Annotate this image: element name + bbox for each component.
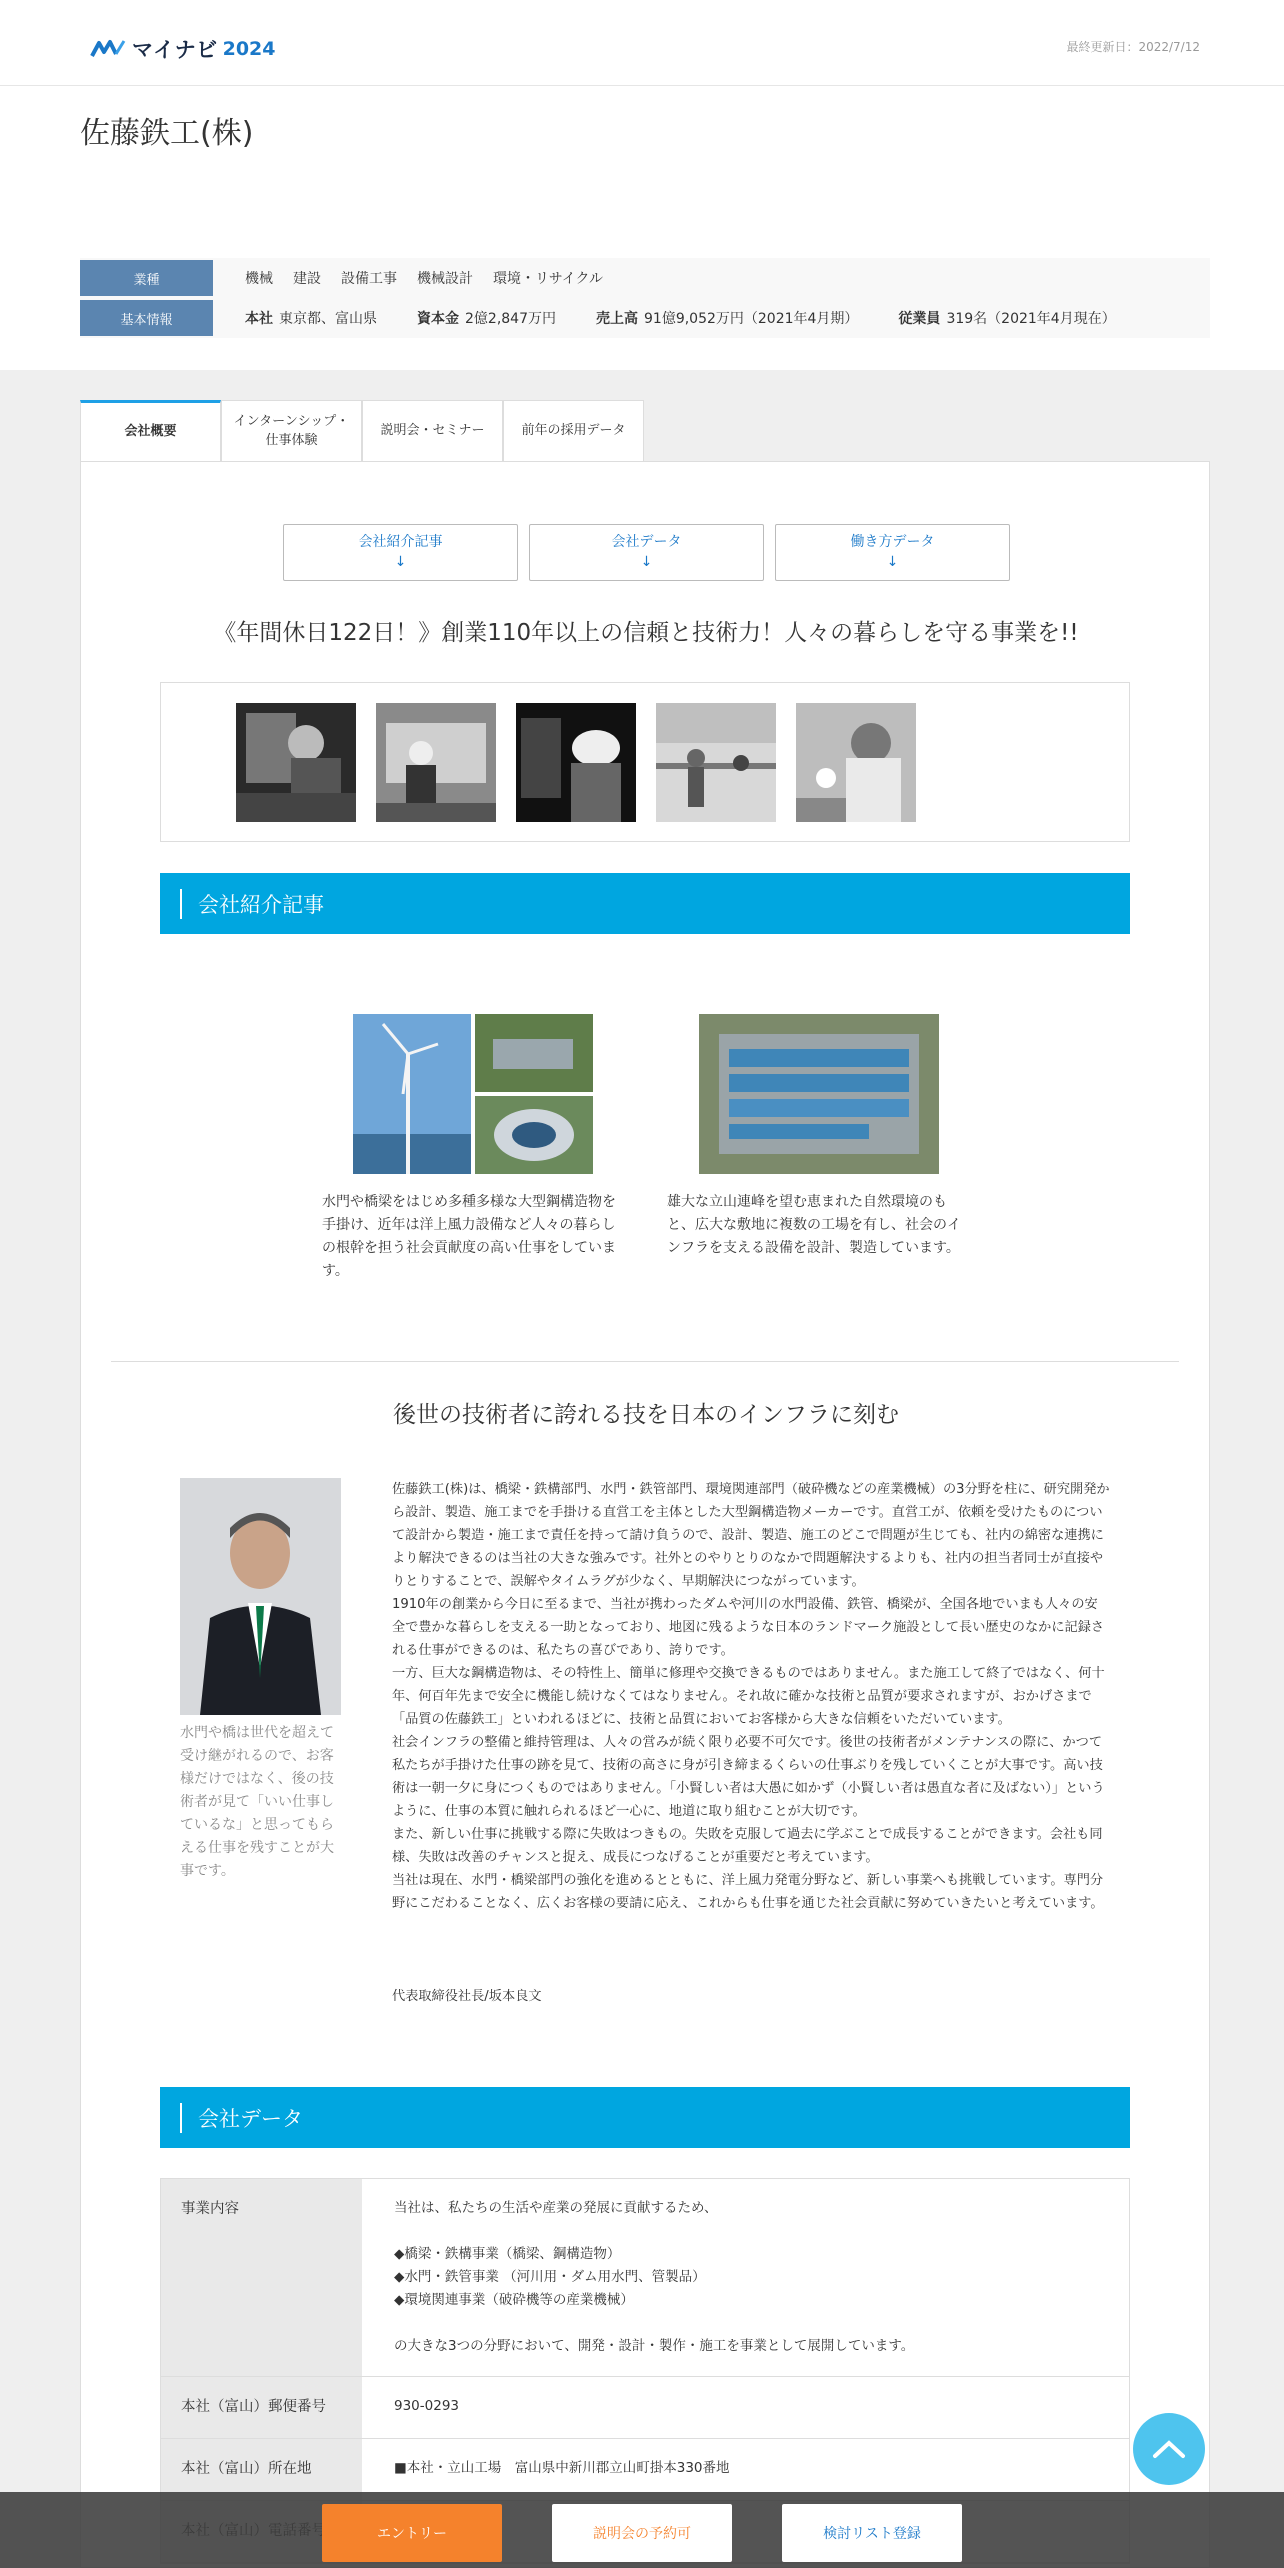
tab-internship[interactable]: インターンシップ・ 仕事体験	[221, 400, 362, 462]
workshop-photo[interactable]	[376, 703, 496, 822]
message-headline: 後世の技術者に誇れる技を日本のインフラに刻む	[393, 1402, 899, 1428]
anchor-workstyle-data[interactable]: 働き方データ ↓	[775, 524, 1010, 581]
last-updated: 最終更新日：2022/7/12	[1066, 40, 1200, 54]
anchor-company-data[interactable]: 会社データ ↓	[529, 524, 764, 581]
entry-button[interactable]: エントリー	[322, 2504, 502, 2562]
chevron-up-icon	[1152, 2439, 1186, 2459]
section-divider	[111, 1361, 1179, 1362]
arrow-down-icon: ↓	[886, 553, 899, 570]
company-name: 佐藤鉄工(株)	[80, 116, 254, 151]
basic-info-label: 基本情報	[80, 300, 213, 336]
tab-prev-recruit-data[interactable]: 前年の採用データ	[503, 400, 644, 462]
industry-item: 機械設計	[417, 271, 473, 287]
tab-bar	[80, 400, 644, 462]
basic-info-row	[80, 298, 1210, 338]
photo-gallery	[160, 682, 1130, 842]
hq-info: 本社 東京都、富山県	[245, 311, 377, 327]
capital-info: 資本金 2億2,847万円	[417, 311, 556, 327]
logo-year: 2024	[222, 38, 276, 60]
add-to-list-button[interactable]: 検討リスト登録	[782, 2504, 962, 2562]
section-title-intro: 会社紹介記事	[160, 873, 1130, 934]
welder-photo[interactable]	[236, 703, 356, 822]
scroll-to-top-button[interactable]	[1133, 2413, 1205, 2485]
industry-item: 建設	[293, 271, 321, 287]
windmill-dam-collage-photo[interactable]	[353, 1014, 593, 1174]
arrow-down-icon: ↓	[394, 553, 407, 570]
table-row	[161, 2377, 1129, 2439]
row-label: 本社（富山）郵便番号	[161, 2377, 362, 2438]
anchor-intro-article[interactable]: 会社紹介記事 ↓	[283, 524, 518, 581]
row-value: ■本社・立山工場 富山県中新川郡立山町掛本330番地	[394, 2460, 730, 2476]
company-overview-panel	[80, 461, 1210, 2568]
row-value: 当社は、私たちの生活や産業の発展に貢献するため、 ◆橋梁・鉄構事業（橋梁、鋼構造物） ◆水門・鉄管事業 （河川用・ダム用水門、管製品） ◆環境関連事業（破砕機等の産業機械） の大きな3つの分野において、開発・設計・製作・施工を事業として展開しています。	[394, 2200, 915, 2354]
row-label: 事業内容	[161, 2179, 362, 2376]
factory-aerial-photo[interactable]	[699, 1014, 939, 1174]
industry-item: 環境・リサイクル	[493, 271, 604, 287]
industry-row	[80, 258, 1210, 298]
tab-seminar[interactable]: 説明会・セミナー	[362, 400, 503, 462]
logo-text: マイナビ	[132, 38, 218, 62]
basic-info-box	[80, 258, 1210, 338]
industry-label: 業種	[80, 260, 213, 296]
president-portrait-photo[interactable]	[180, 1478, 341, 1715]
industry-item: 機械	[245, 271, 273, 287]
industry-item: 設備工事	[341, 271, 397, 287]
mynavi-mark-icon	[90, 38, 128, 60]
catch-copy: 《年間休日122日！》創業110年以上の信頼と技術力！人々の暮らしを守る事業を!!	[213, 620, 1079, 646]
seminar-reservation-button[interactable]: 説明会の予約可	[552, 2504, 732, 2562]
worker-helmet-photo[interactable]	[516, 703, 636, 822]
arrow-down-icon: ↓	[640, 553, 653, 570]
employees-info: 従業員 319名（2021年4月現在）	[898, 311, 1116, 327]
mynavi-logo[interactable]	[90, 34, 275, 64]
sales-info: 売上高 91億9,052万円（2021年4月期）	[596, 311, 859, 327]
welding-sparks-photo[interactable]	[796, 703, 916, 822]
section-title-company-data: 会社データ	[160, 2087, 1130, 2148]
tab-company-overview[interactable]: 会社概要	[80, 400, 221, 462]
anchor-links	[283, 524, 1010, 581]
portrait-caption: 水門や橋は世代を超えて受け継がれるので、お客様だけではなく、後の技術者が見て「いい仕事しているな」と思ってもらえる仕事を残すことが大事です。	[180, 1725, 334, 1879]
president-message: 佐藤鉄工(株)は、橋梁・鉄構部門、水門・鉄管部門、環境関連部門（破砕機などの産業機械）の3分野を柱に、研究開発から設計、製造、施工までを手掛ける直営工を主体とした大型鋼構造物メーカーです。直営工が、依頼を受けたものについて設計から製造・施工まで責任を持って請け負うので、設計、製造、施工のどこで問題が生じても、社内の綿密な連携により解決できるのは当社の大きな強みです。社外とのやりとりのなかで問題解決するよりも、社内の担当者同士が直接やりとりすることで、誤解やタイムラグが少なく、早期解決につながっています。 1910年の創業から今日に至るまで、当社が携わったダムや河川の水門設備、鉄管、橋梁が、全国各地でいまも人々の安全で豊かな暮らしを支える一助となっており、地図に残るような日本のランドマーク施設として長い歴史のなかに記録される仕事ができるのは、私たちの喜びであり、誇りです。 一方、巨大な鋼構造物は、その特性上、簡単に修理や交換できるものではありません。また施工して終了ではなく、何十年、何百年先まで安全に機能し続けなくてはなりません。それ故に確かな技術と品質が要求されますが、おかげさまで「品質の佐藤鉄工」といわれるほどに、技術と品質においてお客様から大きな信頼をいただいています。 社会インフラの整備と維持管理は、人々の営みが続く限り必要不可欠です。後世の技術者がメンテナンスの際に、かつて私たちが手掛けた仕事の跡を見て、技術の高さに身が引き締まるくらいの仕事ぶりを残していくことが大事です。高い技術は一朝一夕に身につくものではありません。「小賢しい者は大愚に如かず（小賢しい者は愚直な者に及ばない）」というように、仕事の本質に触れられるほど一心に、地道に取り組むことが大切です。 また、新しい仕事に挑戦する際に失敗はつきもの。失敗を克服して過去に学ぶことで成長することができます。会社も同様、失敗は改善のチャンスと捉え、成長につなげることが重要だと考えています。 当社は現在、水門・橋梁部門の強化を進めるとともに、洋上風力発電分野など、新しい事業へも挑戦しています。専門分野にこだわることなく、広くお客様の要請に応え、これからも仕事を通じた社会貢献に努めていきたいと考えています。	[392, 1482, 1110, 1911]
table-row	[161, 2179, 1129, 2377]
president-signature: 代表取締役社長/坂本良文	[392, 1989, 542, 2004]
intro-caption-1: 水門や橋梁をはじめ多種多様な大型鋼構造物を手掛け、近年は洋上風力設備など人々の暮らしの根幹を担う社会貢献度の高い仕事をしています。	[322, 1194, 616, 1279]
site-workers-photo[interactable]	[656, 703, 776, 822]
bottom-action-bar	[0, 2492, 1284, 2568]
intro-caption-2: 雄大な立山連峰を望む恵まれた自然環境のもと、広大な敷地に複数の工場を有し、社会のインフラを支える設備を設計、製造しています。	[667, 1194, 961, 1256]
site-header	[0, 0, 1284, 86]
row-label: 本社（富山）所在地	[161, 2439, 362, 2500]
row-value: 930-0293	[394, 2398, 459, 2414]
